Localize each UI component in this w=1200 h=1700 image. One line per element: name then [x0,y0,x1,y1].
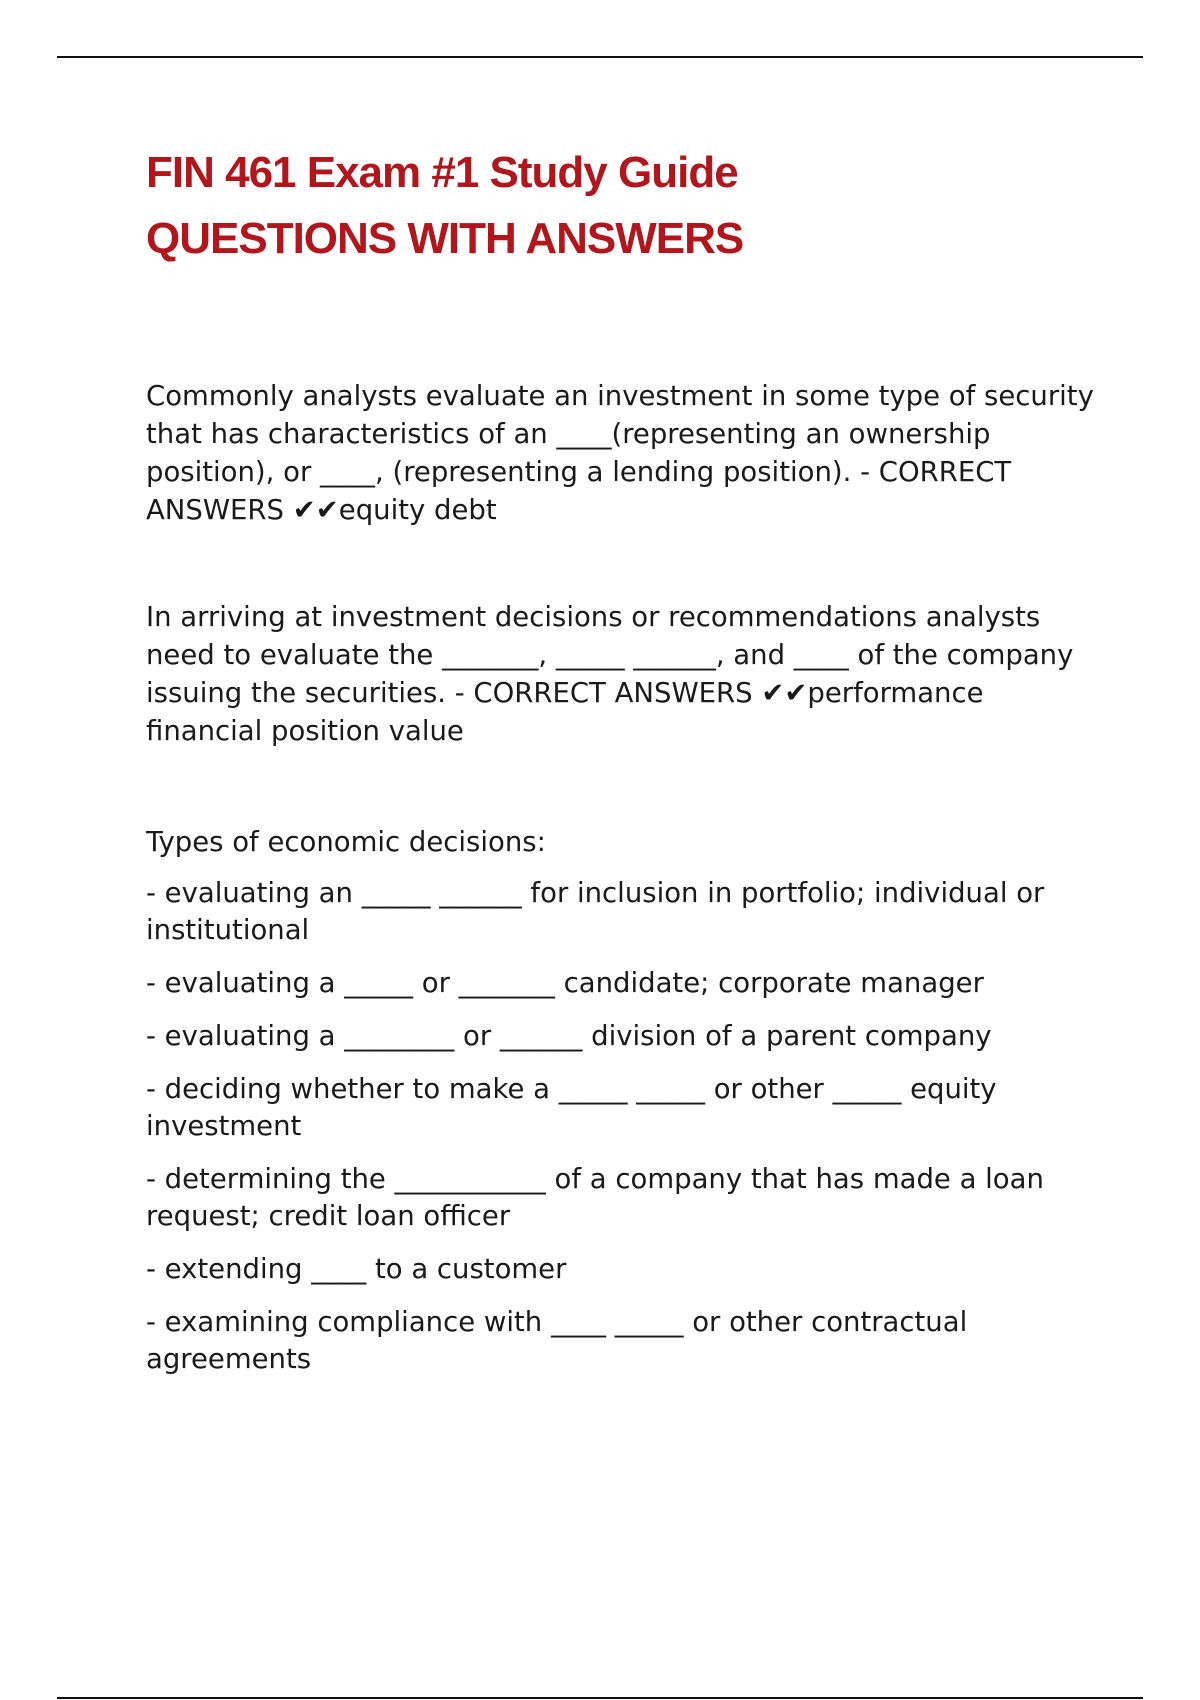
list-item: - extending ____ to a customer [146,1253,567,1285]
types-heading: Types of economic decisions: [146,826,546,858]
list-item: - deciding whether to make a _____ _____ or other _____ equity investment [146,1073,997,1142]
bottom-divider [57,1697,1143,1699]
top-divider [57,56,1143,58]
question-2: In arriving at investment decisions or recommendations analysts need to evaluate the _______, _____ ______, and ____ of the company issuing the securities. - CORRECT ANSWERS ✔✔performance financial position value [146,601,1074,747]
list-item: - evaluating a _____ or _______ candidate; corporate manager [146,967,984,999]
document-body [146,140,1096,1378]
list-item: - determining the ___________ of a company that has made a loan request; credit loan officer [146,1163,1044,1232]
list-item: - evaluating an _____ ______ for inclusion in portfolio; individual or institutional [146,877,1045,946]
title-line-2: QUESTIONS WITH ANSWERS [146,214,744,263]
list-item: - examining compliance with ____ _____ or other contractual agreements [146,1306,968,1375]
question-1: Commonly analysts evaluate an investment in some type of security that has characteristics of an ____(representing an ownership position), or ____, (representing a lending position). - CORRECT ANSWERS ✔✔equity debt [146,380,1094,526]
document-title [146,140,1096,272]
list-item: - evaluating a ________ or ______ division of a parent company [146,1020,992,1052]
title-line-1: FIN 461 Exam #1 Study Guide [146,148,738,197]
